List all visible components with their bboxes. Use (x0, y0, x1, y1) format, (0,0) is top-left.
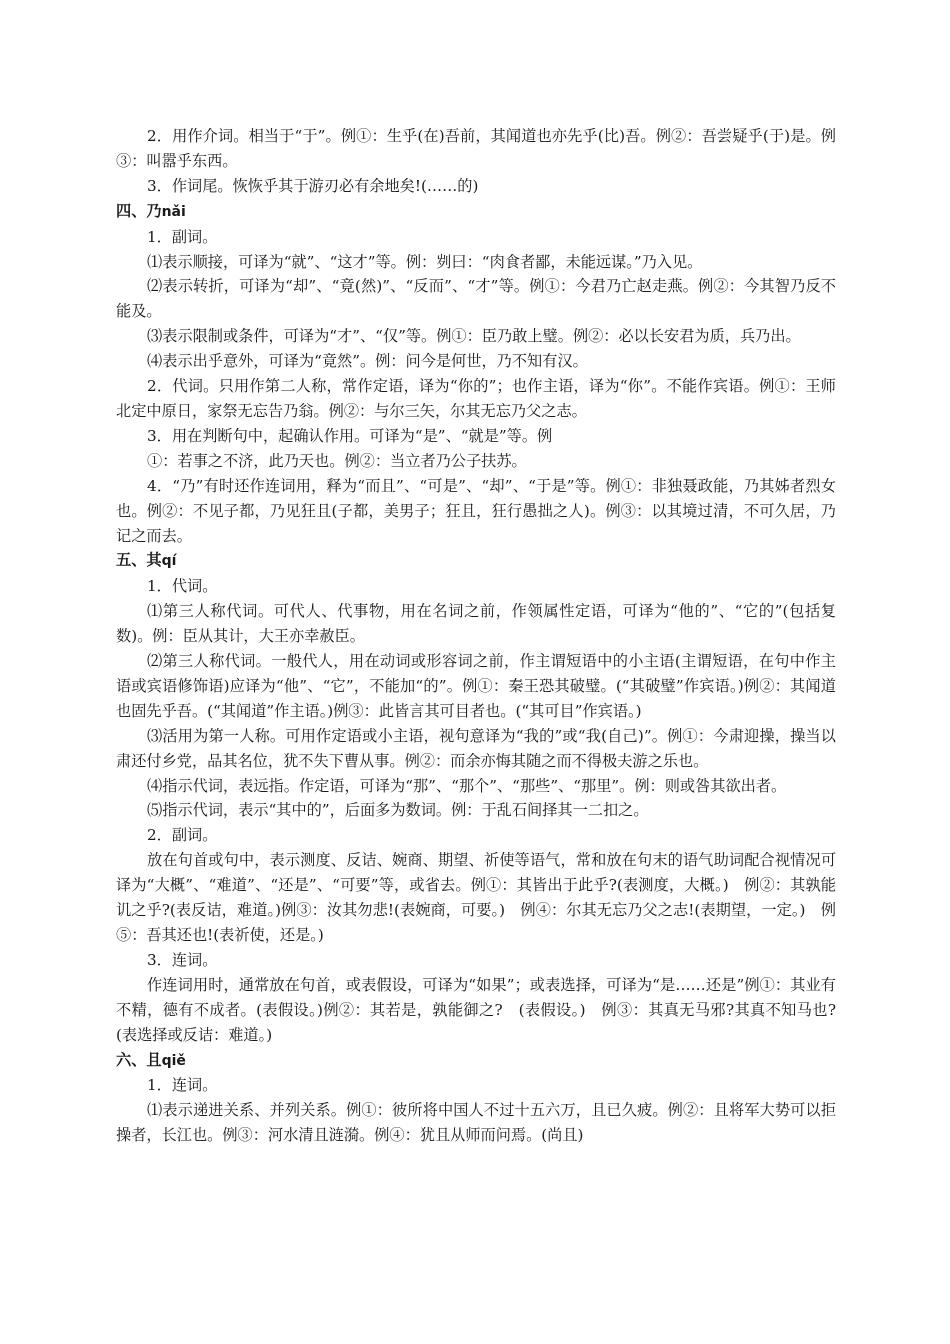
section-heading-pinyin: nǎi (161, 203, 186, 220)
paragraph: 1．副词。 (147, 227, 218, 246)
section-heading (116, 1048, 836, 1074)
paragraph: 1．连词。 (147, 1076, 218, 1095)
section-heading-pinyin: qiě (161, 1052, 186, 1069)
paragraph: ⑵表示转折，可译为“却”、“竟(然)”、“反而”、“才”等。例①：今君乃亡赵走燕。例②：今其智乃反不能及。 (116, 277, 836, 321)
paragraph: 放在句首或句中，表示测度、反诘、婉商、期望、祈使等语气，常和放在句末的语气助词配合视情况可译为“大概”、“难道”、“还是”、“可要”等，或省去。例①：其皆出于此乎?(表测度，大概。) 例②：其孰能讥之乎?(表反诘，难道。)例③：汝其勿悲!(表婉商，可要。) 例④：尔其无忘乃父之志!(表期望，一定。) 例⑤：吾其还也!(表祈使，还是。) (116, 851, 836, 944)
section-heading-text: 六、且 (116, 1050, 162, 1069)
section-heading-text: 四、乃 (116, 201, 162, 220)
paragraph: 4．“乃”有时还作连词用，释为“而且”、“可是”、“却”、“于是”等。例①：非独聂政能，乃其姊者烈女也。例②：不见子都，乃见狂且(子都，美男子；狂且，狂行愚拙之人)。例③：以其境过清，不可久居，乃记之而去。 (116, 476, 836, 545)
paragraph: 3．用在判断句中，起确认作用。可译为“是”、“就是”等。例 (147, 426, 553, 445)
paragraph: 作连词用时，通常放在句首，或表假设，可译为“如果”；或表选择，可译为“是……还是”例①：其业有不精，德有不成者。(表假设。)例②：其若是，孰能御之? (表假设。) 例③：其真无马邪?其真不知马也?(表选择或反诘：难道。) (116, 975, 836, 1044)
paragraph: ⑴表示顺接，可译为“就”、“这才”等。例：刿曰：“肉食者鄙，未能远谋。”乃入见。 (147, 252, 703, 271)
paragraph: ①：若事之不济，此乃天也。例②：当立者乃公子扶苏。 (147, 451, 527, 470)
paragraph: ⑴表示递进关系、并列关系。例①：彼所将中国人不过十五六万，且已久疲。例②：且将军大势可以拒操者，长江也。例③：河水清且涟漪。例④：犹且从师而问焉。(尚且) (116, 1101, 836, 1145)
paragraph: 2．代词。只用作第二人称，常作定语，译为“你的”；也作主语，译为“你”。不能作宾语。例①：王师北定中原日，家祭无忘告乃翁。例②：与尔三矢，尔其无忘乃父之志。 (116, 377, 836, 420)
section-heading-text: 五、其 (116, 551, 162, 570)
paragraph: ⑴第三人称代词。可代人、代事物，用在名词之前，作领属性定语，可译为“他的”、“它的”(包括复数)。例：臣从其计，大王亦幸赦臣。 (116, 602, 836, 646)
paragraph: ⑷表示出乎意外，可译为“竟然”。例：问今是何世，乃不知有汉。 (147, 352, 588, 371)
paragraph: 1．代词。 (147, 577, 218, 596)
paragraph: 2．用作介词。相当于“于”。例①：生乎(在)吾前，其闻道也亦先乎(比)吾。例②：吾尝疑乎(于)是。例③：叫嚣乎东西。 (116, 127, 836, 170)
paragraph: ⑶活用为第一人称。可用作定语或小主语，视句意译为“我的”或“我(自己)”。例①：今肃迎操，操当以肃还付乡党，品其名位，犹不失下曹从事。例②：而余亦悔其随之而不得极夫游之乐也。 (116, 726, 836, 770)
paragraph: 3．连词。 (147, 950, 218, 969)
document-page (116, 124, 836, 1148)
section-heading (116, 199, 836, 225)
paragraph: 3．作词尾。恢恢乎其于游刃必有余地矣!(……的) (147, 176, 479, 195)
section-heading (116, 548, 836, 574)
section-heading-pinyin: qí (161, 553, 177, 570)
paragraph: 2．副词。 (147, 826, 218, 845)
paragraph: ⑸指示代词，表示“其中的”，后面多为数词。例：于乱石间择其一二扣之。 (147, 801, 649, 820)
paragraph: ⑶表示限制或条件，可译为“才”、“仅”等。例①：臣乃敢上璧。例②：必以长安君为质，兵乃出。 (147, 327, 801, 346)
paragraph: ⑷指示代词，表远指。作定语，可译为“那”、“那个”、“那些”、“那里”。例：则或咎其欲出者。 (147, 776, 787, 795)
paragraph: ⑵第三人称代词。一般代人，用在动词或形容词之前，作主谓短语中的小主语(主谓短语，在句中作主语或宾语修饰语)应译为“他”、“它”，不能加“的”。例①：秦王恐其破璧。(“其破璧”作宾语。)例②：其闻道也固先乎吾。(“其闻道”作主语。)例③：此皆言其可目者也。(“其可目”作宾语。) (116, 652, 836, 720)
